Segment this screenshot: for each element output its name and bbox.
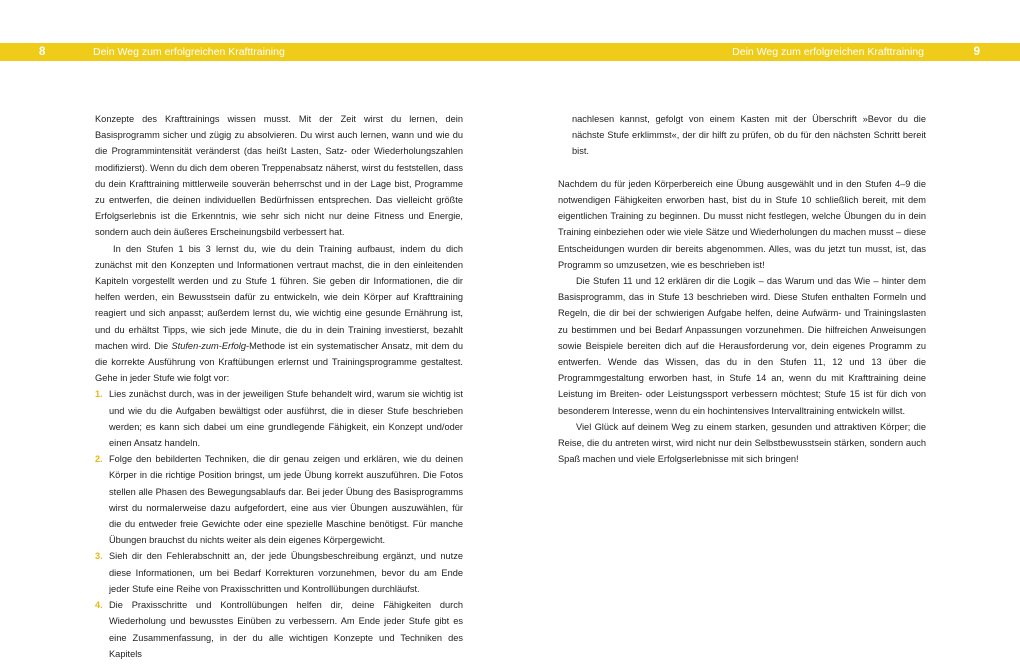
paragraph xyxy=(95,241,463,387)
list-number: 2. xyxy=(95,454,103,465)
list-item xyxy=(95,386,463,451)
right-page-body xyxy=(558,111,926,467)
right-running-title: Dein Weg zum erfolgreichen Krafttraining xyxy=(732,46,924,58)
list-number: 3. xyxy=(95,551,103,562)
list-item xyxy=(95,548,463,597)
method-name: Stufen-zum-Erfolg xyxy=(171,340,247,351)
left-running-title: Dein Weg zum erfolgreichen Krafttraining xyxy=(93,46,285,58)
list-number: 4. xyxy=(95,600,103,611)
list-item xyxy=(95,597,463,662)
paragraph: Konzepte des Krafttrainings wissen musst. Mit der Zeit wirst du lernen, dein Basisprogramm sicher und zügig zu absolvieren. Du wirst auch lernen, wann und wie du die Programmintensität veränderst (das heißt Lasten, Satz- oder Wiederholungszahlen modifizierst). Wenn du dich dem oberen Treppenabsatz näherst, wirst du feststellen, dass du dein Krafttraining mittlerweile souverän beherrschst und in der Lage bist, Programme zu entwerfen, die deinen individuellen Bedürfnissen entsprechen. Das vielleicht größte Erfolgserlebnis ist die Erkenntnis, wie sehr sich nicht nur deine Fitness und Energie, sondern auch dein äußeres Erscheinungsbild verbessert hat. xyxy=(95,114,463,238)
paragraph-text: In den Stufen 1 bis 3 lernst du, wie du dein Training aufbaust, indem du dich zunächst mit den Konzepten und Informationen vertraut machst, die in den einleitenden Kapiteln vorgestellt werden und zu Stufe 1 führen. Sie geben dir Informationen, die dir helfen werden, ein Bewusstsein dafür zu entwickeln, wie dein Körper auf Krafttraining reagiert und sich anpasst; außerdem lernst du, wie wichtig eine gesunde Ernährung ist, und du erhältst Tipps, wie sich jede Minute, die du in dein Training investierst, bezahlt machen wird. Die xyxy=(95,243,463,351)
left-page-number: 8 xyxy=(39,46,46,58)
list-item-text: Folge den bebilderten Techniken, die dir genau zeigen und erklären, wie du deinen Körper in die richtige Position bringst, um jede Übung korrekt auszuführen. Die Fotos stellen alle Phasen des Bewegungsablaufs dar. Bei jeder Übung des Basisprogramms wirst du normalerweise dazu aufgefordert, eine aus vier Übungen auszuwählen, für die du entweder freie Gewichte oder eine spezielle Maschine benötigst. Für manche Übungen brauchst du nichts weiter als dein eigenes Körpergewicht. xyxy=(109,454,463,546)
list-item-text: Lies zunächst durch, was in der jeweiligen Stufe behandelt wird, warum sie wichtig ist und wie du die Aufgaben bewältigst oder ausführst, die in dieser Stufe beschrieben werden; es kann sich dabei um eine grundlegende Fähigkeit, ein Konzept und/oder einen Ansatz handeln. xyxy=(109,389,463,449)
paragraph: Nachdem du für jeden Körperbereich eine Übung ausgewählt und in den Stufen 4–9 die notwendigen Fähigkeiten erworben hast, bist du in Stufe 10 schließlich bereit, mit dem eigentlichen Training zu beginnen. Du musst nicht festlegen, welche Übungen du in dein Training einbeziehen oder wie viele Sätze und Wiederholungen du machen musst – diese Entscheidungen wurden dir bereits abgenommen. Alles, was du jetzt tun musst, ist, das Programm so umzusetzen, wie es beschrieben ist! xyxy=(558,178,926,270)
header-bar xyxy=(0,43,1020,61)
list-item xyxy=(95,451,463,548)
paragraph-text: -Methode ist ein systematischer Ansatz, mit dem du die korrekte Ausführung von Kraftübungen erlernst und Trainingsprogramme gestaltest. Gehe in jeder Stufe wie folgt vor: xyxy=(95,340,463,384)
left-page-body xyxy=(95,111,463,662)
list-item-text: Die Praxisschritte und Kontrollübungen helfen dir, deine Fähigkeiten durch Wiederholung und bewusstes Einüben zu verbessern. Am Ende jeder Stufe gibt es eine Zusammenfassung, in der du alle wichtigen Konzepte und Techniken des Kapitels xyxy=(109,600,463,659)
paragraph: Viel Glück auf deinem Weg zu einem starken, gesunden und attraktiven Körper; die Reise, die du antreten wirst, wird nicht nur dein Selbstbewusstsein stärken, sondern auch Spaß machen und viele Erfolgserlebnisse mit sich bringen! xyxy=(558,421,926,465)
paragraph: Die Stufen 11 und 12 erklären dir die Logik – das Warum und das Wie – hinter dem Basisprogramm, das in Stufe 13 beschrieben wird. Diese Stufen enthalten Formeln und Regeln, die dir bei der schwierigen Aufgabe helfen, deine Aufwärm- und Trainingslasten zu bestimmen und bei Bedarf Anpassungen vorzunehmen. Die hilfreichen Anweisungen sowie Beispiele bereiten dich auf die Herausforderung vor, dein eigenes Programm zu entwerfen. Wende das Wissen, das du in den Stufen 11, 12 und 13 über die Programmgestaltung erworben hast, in Stufe 14 an, wenn du mit Krafttraining deine Leistung im Breiten- oder Leistungssport verbessern möchtest; Stufe 15 ist für dich von besonderem Interesse, wenn du ein hochintensives Intervalltraining entwickeln willst. xyxy=(558,276,926,416)
steps-list xyxy=(95,386,463,661)
list-item-text: Sieh dir den Fehlerabschnitt an, der jede Übungsbeschreibung ergänzt, und nutze diese Informationen, um bei Bedarf Korrekturen vorzunehmen, bevor du am Ende jeder Stufe eine Reihe von Praxisschritten und Kontrollübungen durchläufst. xyxy=(109,551,463,594)
right-page-number: 9 xyxy=(973,46,980,58)
list-number: 1. xyxy=(95,389,103,400)
list-continuation: nachlesen kannst, gefolgt von einem Kasten mit der Überschrift »Bevor du die nächste Stufe erklimmst«, der dir hilft zu prüfen, ob du für den nächsten Schritt bereit bist. xyxy=(572,114,926,157)
